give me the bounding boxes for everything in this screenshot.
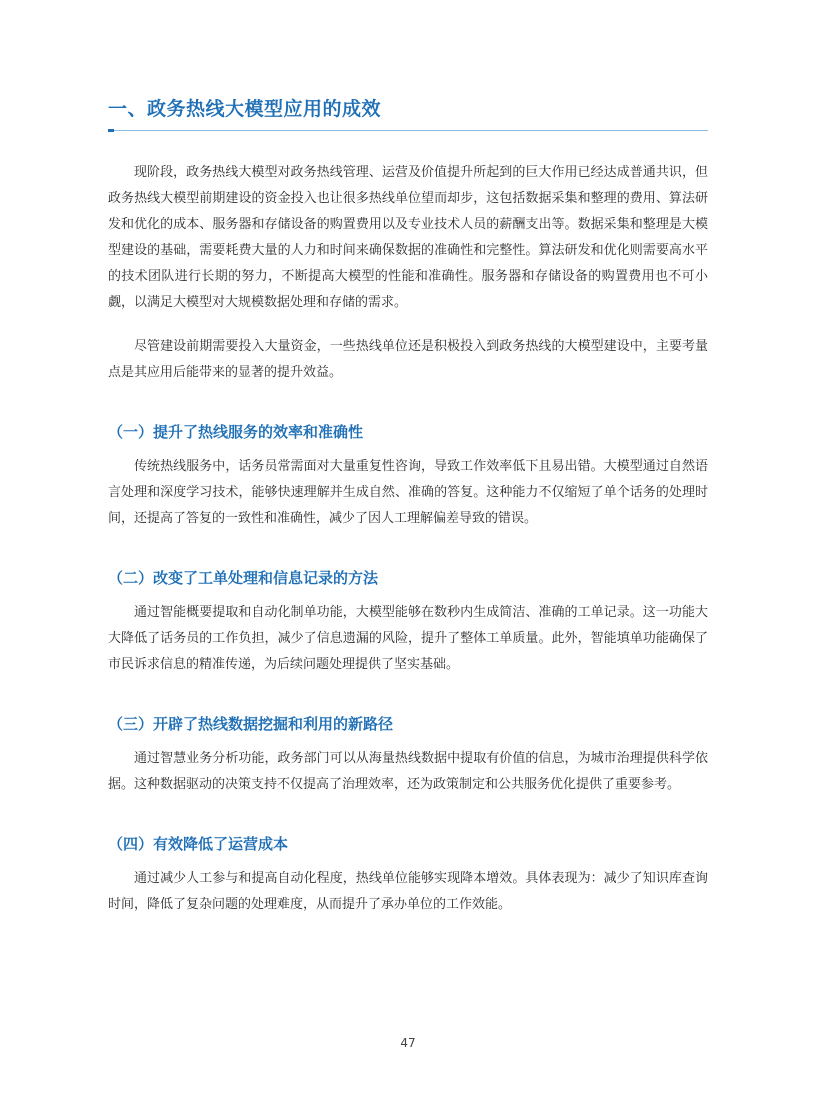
section-heading: （一）提升了热线服务的效率和准确性 (108, 423, 364, 441)
chapter-title: 一、政务热线大模型应用的成效 (108, 98, 382, 120)
divider-accent-mark (108, 129, 114, 132)
section-paragraph: 通过智慧业务分析功能，政务部门可以从海量热线数据中提取有价值的信息，为城市治理提供科学依据。这种数据驱动的决策支持不仅提高了治理效率，还为政策制定和公共服务优化提供了重要参考。 (108, 751, 708, 792)
document-body (108, 160, 708, 936)
chapter-divider (108, 130, 708, 131)
intro-paragraph: 现阶段，政务热线大模型对政务热线管理、运营及价值提升所起到的巨大作用已经达成普通共识，但政务热线大模型前期建设的资金投入也让很多热线单位望而却步，这包括数据采集和整理的费用、算法研发和优化的成本、服务器和存储设备的购置费用以及专业技术人员的薪酬支出等。数据采集和整理是大模型建设的基础，需要耗费大量的人力和时间来确保数据的准确性和完整性。算法研发和优化则需要高水平的技术团队进行长期的努力，不断提高大模型的性能和准确性。服务器和存储设备的购置费用也不可小觑，以满足大模型对大规模数据处理和存储的需求。 (108, 165, 708, 310)
section-paragraph: 通过智能概要提取和自动化制单功能，大模型能够在数秒内生成简洁、准确的工单记录。这一功能大大降低了话务员的工作负担，减少了信息遗漏的风险，提升了整体工单质量。此外，智能填单功能确保了市民诉求信息的精准传递，为后续问题处理提供了坚实基础。 (108, 605, 708, 672)
section-paragraph: 传统热线服务中，话务员常需面对大量重复性咨询，导致工作效率低下且易出错。大模型通过自然语言处理和深度学习技术，能够快速理解并生成自然、准确的答复。这种能力不仅缩短了单个话务的处理时间，还提高了答复的一致性和准确性，减少了因人工理解偏差导致的错误。 (108, 459, 708, 526)
chapter-header (108, 96, 708, 131)
page-number: 47 (400, 1036, 416, 1050)
intro-paragraph: 尽管建设前期需要投入大量资金，一些热线单位还是积极投入到政务热线的大模型建设中，主要考量点是其应用后能带来的显著的提升效益。 (108, 339, 708, 380)
section-paragraph: 通过减少人工参与和提高自动化程度，热线单位能够实现降本增效。具体表现为：减少了知识库查询时间，降低了复杂问题的处理难度，从而提升了承办单位的工作效能。 (108, 871, 708, 912)
section-heading: （三）开辟了热线数据挖掘和利用的新路径 (108, 715, 394, 733)
section-heading: （四）有效降低了运营成本 (108, 835, 289, 853)
section-heading: （二）改变了工单处理和信息记录的方法 (108, 569, 379, 587)
